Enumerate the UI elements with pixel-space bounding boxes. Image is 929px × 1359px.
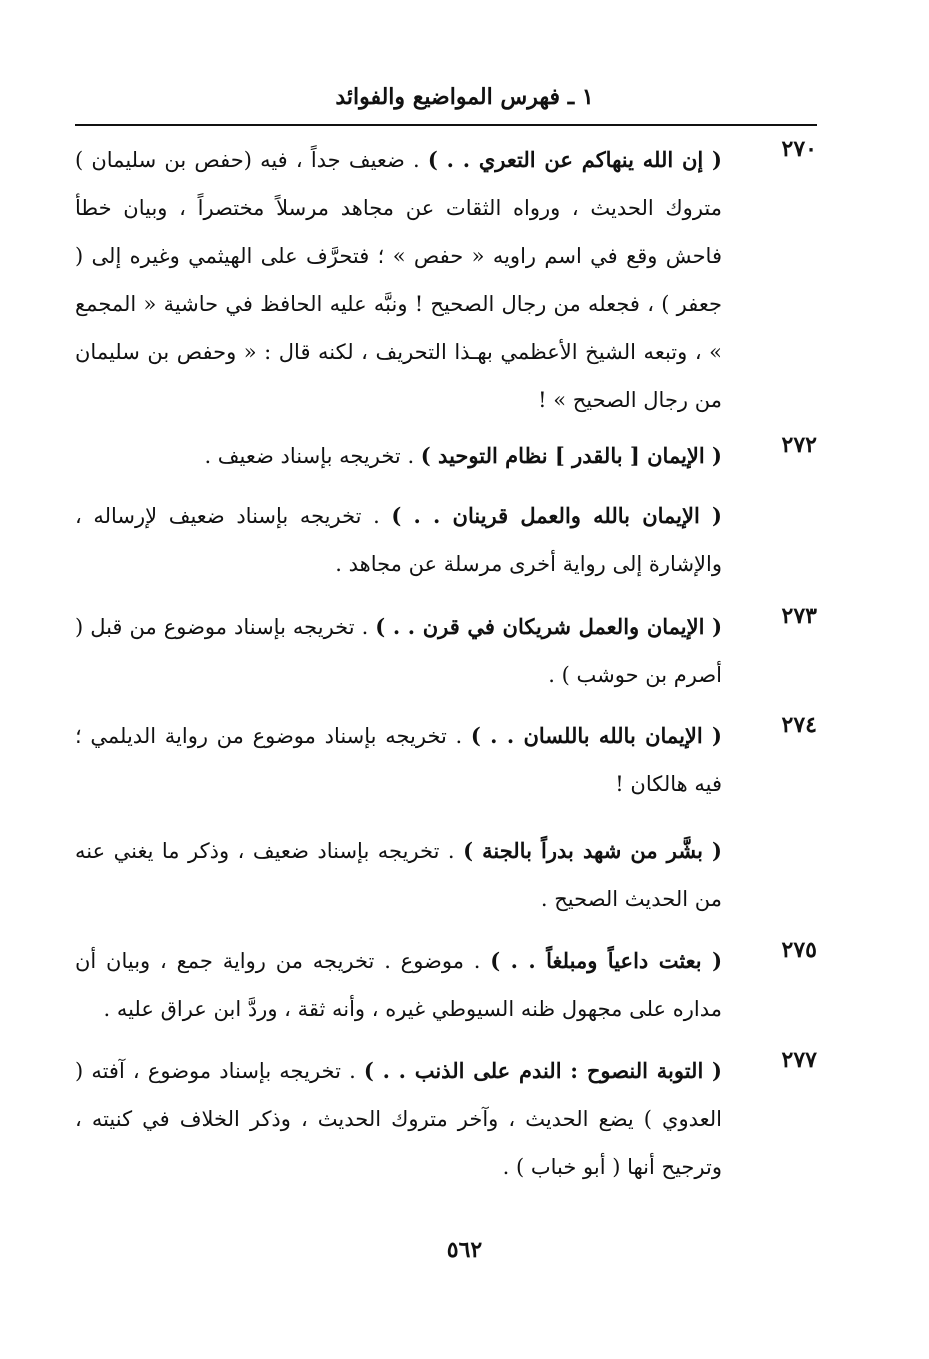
index-entry-272 xyxy=(75,432,817,480)
entry-text xyxy=(75,827,722,923)
index-entry-277 xyxy=(75,1047,817,1191)
entry-text xyxy=(75,1047,722,1191)
index-entry-275 xyxy=(75,937,817,1033)
hadith-title: ( الإيمان [ بالقدر ] نظام التوحيد ) xyxy=(420,443,722,468)
entry-text xyxy=(75,603,722,699)
page-header-title: ١ ـ فهرس المواضيع والفوائد xyxy=(335,84,594,110)
entry-description: . موضوع . تخريجه من رواية جمع ، وبيان أن مداره على مجهول ظنه السيوطي غيره ، وأنه ثقة ، وردَّ ابن عراق عليه . xyxy=(75,949,722,1021)
hadith-title: ( إن الله ينهاكم عن التعري . . ) xyxy=(427,147,722,172)
entry-number: ٢٧٧ xyxy=(781,1047,817,1073)
entry-text xyxy=(75,937,722,1033)
index-entry-273 xyxy=(75,603,817,699)
entry-description: . تخريجه بإسناد موضوع من رواية الديلمي ؛ فيه هالكان ! xyxy=(75,724,722,796)
index-entry-274 xyxy=(75,712,817,808)
header-divider xyxy=(75,124,817,126)
entry-text xyxy=(75,136,722,424)
hadith-title: ( الإيمان بالله والعمل قرينان . . ) xyxy=(391,503,722,528)
entry-number: ٢٧٥ xyxy=(781,937,817,963)
entry-description: . ضعيف جداً ، فيه (حفص بن سليمان ) متروك الحديث ، ورواه الثقات عن مجاهد مرسلاً مختصراً ، وبيان خطأ فاحش وقع في اسم راويه « حفص » ؛ فتحرَّف على الهيثمي وغيره إلى ( جعفر ) ، فجعله من رجال الصحيح ! ونبَّه عليه الحافظ في حاشية « المجمع » ، وتبعه الشيخ الأعظمي بهـذا التحريف ، لكنه قال : « وحفص بن سليمان من رجال الصحيح » ! xyxy=(75,148,722,412)
hadith-title: ( بعثت داعياً ومبلغاً . . ) xyxy=(490,948,723,973)
index-entry-270 xyxy=(75,136,817,424)
entry-description: . تخريجه بإسناد موضوع من قبل ( أصرم بن حوشب ) . xyxy=(75,615,722,687)
entry-number: ٢٧٠ xyxy=(781,136,817,162)
entry-description: . تخريجه بإسناد موضوع ، آفته ( العدوي ) يضع الحديث ، وآخر متروك الحديث ، وذكر الخلاف في كنيته ، وترجيح أنها ( أبو خباب ) . xyxy=(75,1059,722,1179)
hadith-title: ( الإيمان والعمل شريكان في قرن . . ) xyxy=(375,614,722,639)
index-entry-unnumbered-1 xyxy=(75,492,817,588)
entry-number: ٢٧٣ xyxy=(781,603,817,629)
entry-number: ٢٧٢ xyxy=(781,432,817,458)
hadith-title: ( الإيمان بالله باللسان . . ) xyxy=(470,723,722,748)
entry-text xyxy=(75,712,722,808)
hadith-title: ( التوبة النصوح : الندم على الذنب . . ) xyxy=(363,1058,722,1083)
entry-description: . تخريجه بإسناد ضعيف . xyxy=(204,444,421,468)
entry-description: . تخريجه بإسناد ضعيف ، وذكر ما يغني عنه من الحديث الصحيح . xyxy=(75,839,722,911)
entry-text xyxy=(75,492,722,588)
page-number: ٥٦٢ xyxy=(446,1237,483,1263)
entry-text xyxy=(75,432,722,480)
entry-number: ٢٧٤ xyxy=(781,712,817,738)
hadith-title: ( بشَّر من شهد بدراً بالجنة ) xyxy=(463,838,722,863)
index-entry-unnumbered-2 xyxy=(75,827,817,923)
entry-description: . تخريجه بإسناد ضعيف لإرساله ، والإشارة إلى رواية أخرى مرسلة عن مجاهد . xyxy=(75,504,722,576)
